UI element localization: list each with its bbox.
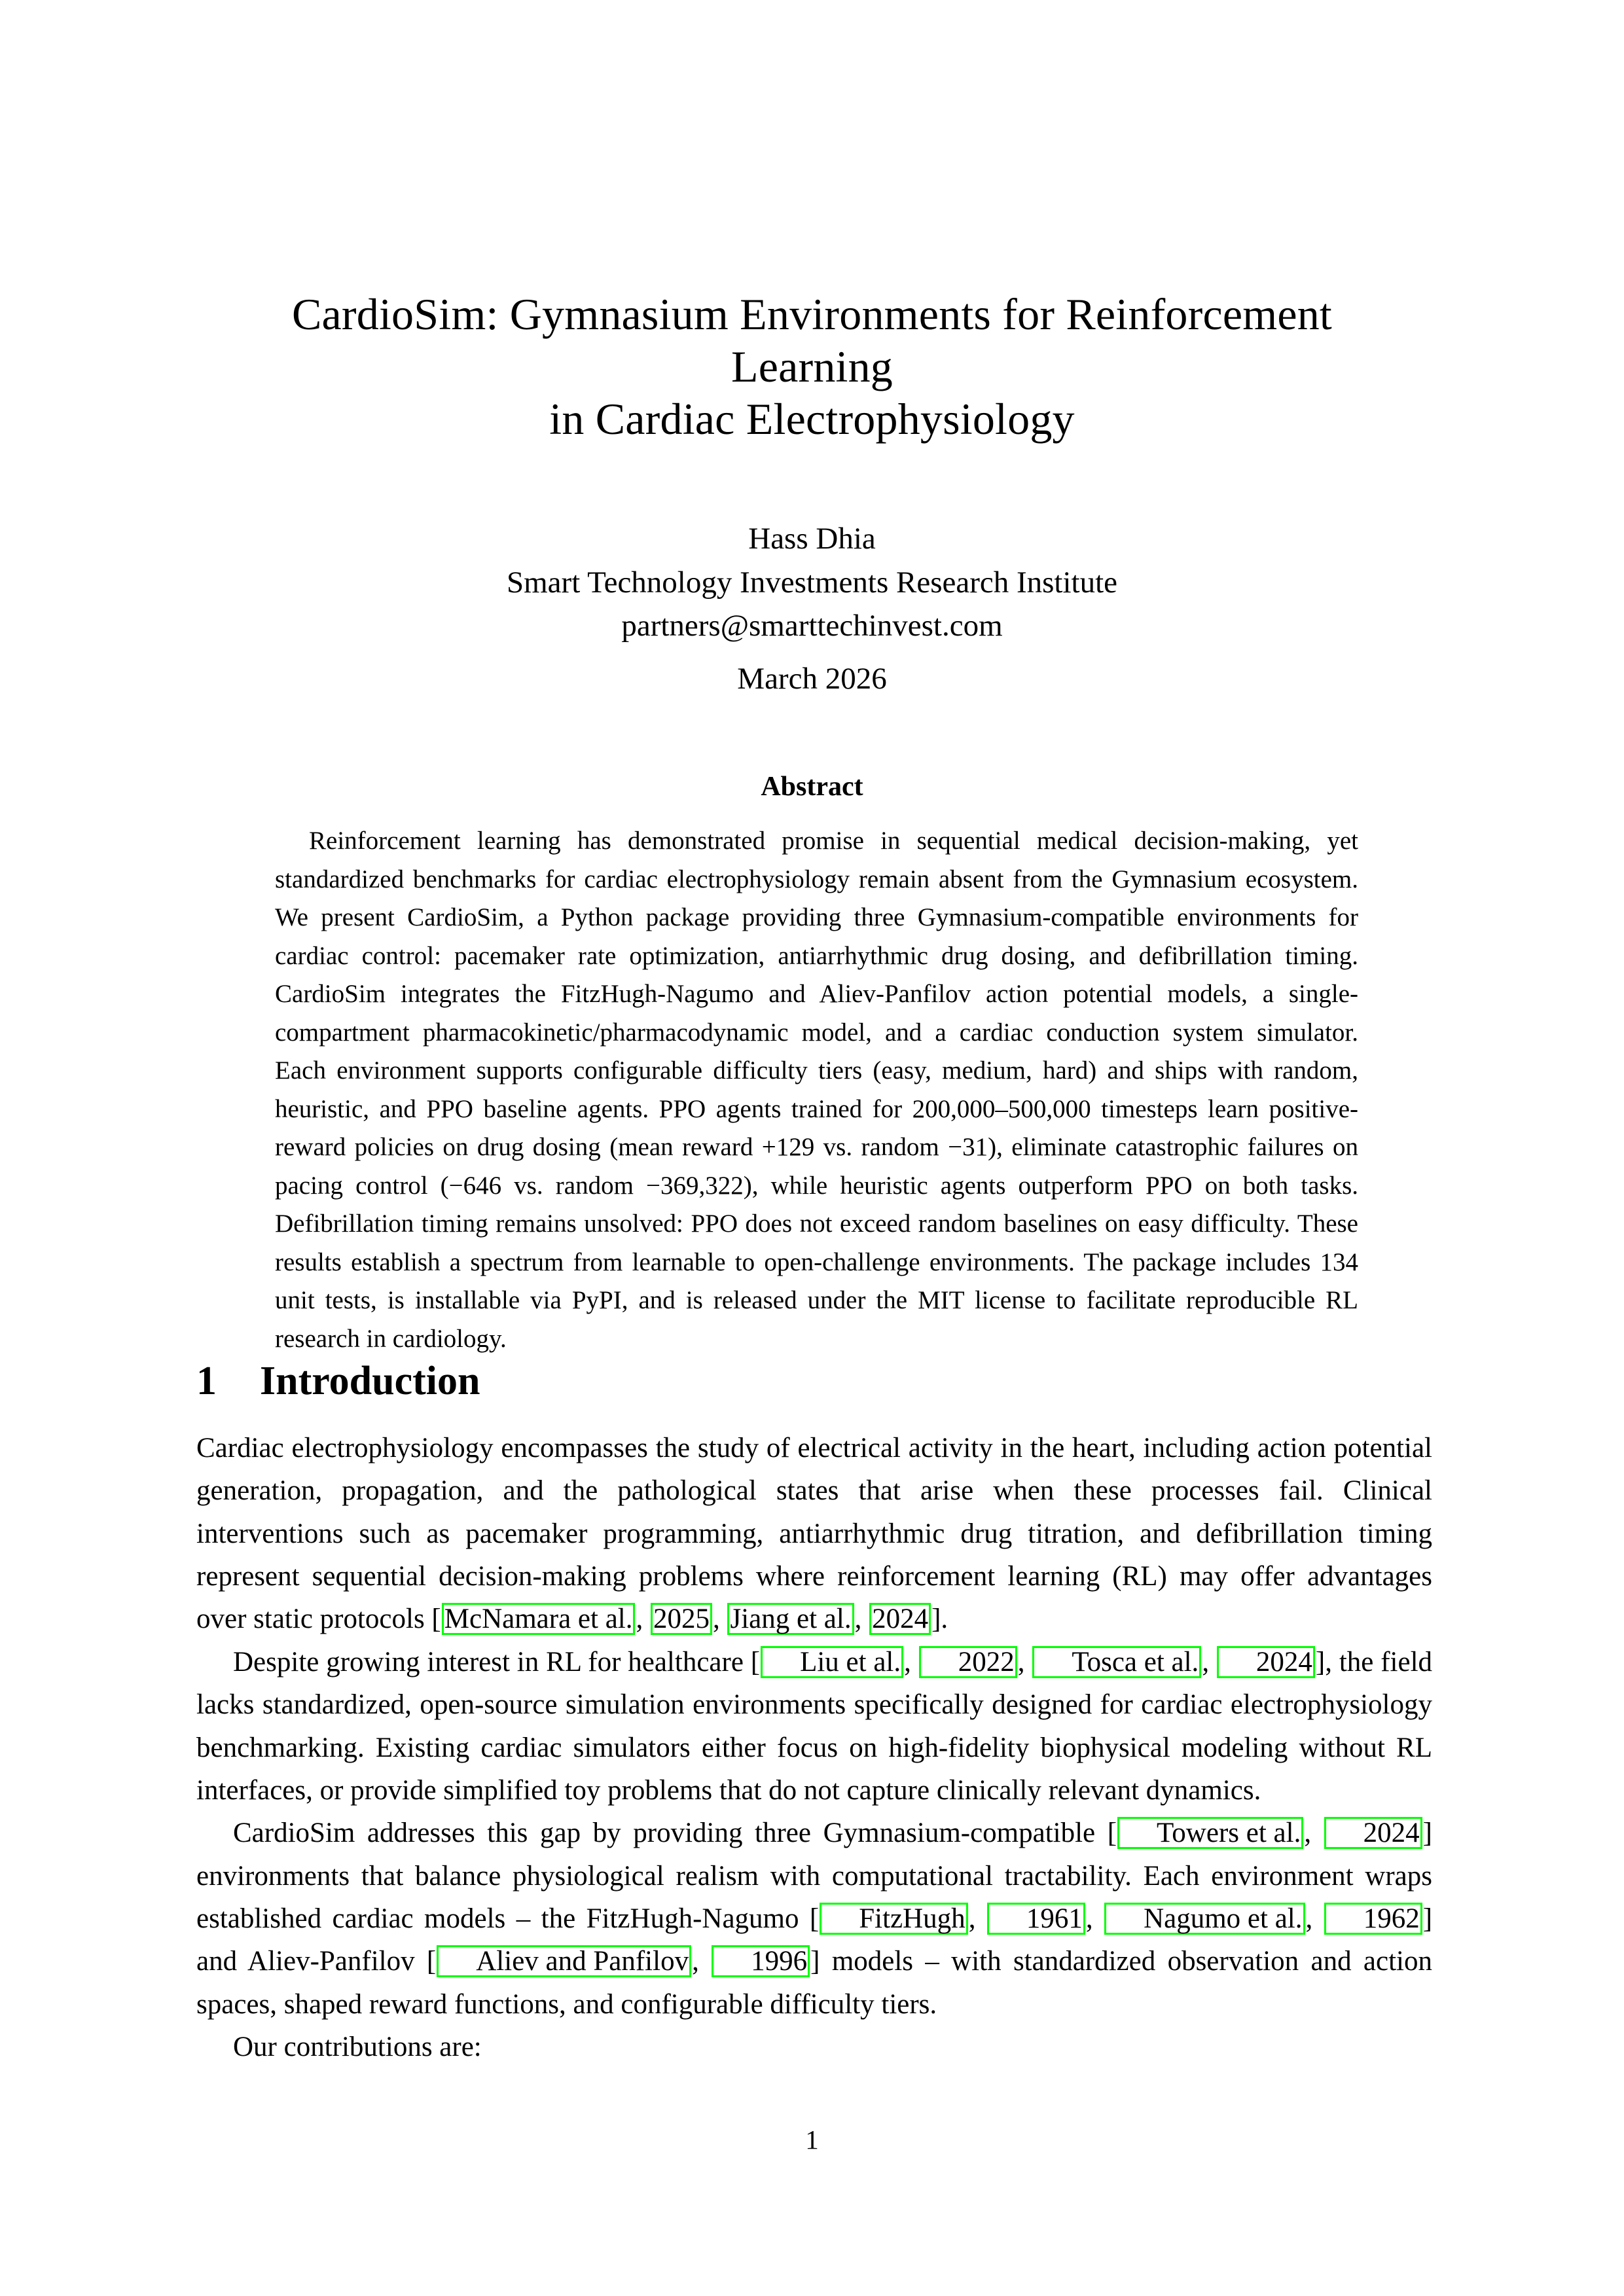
citation-separator: , [1085, 1903, 1104, 1934]
paragraph-intro-1 [196, 1427, 1432, 1641]
title-line-2: Learning [731, 342, 893, 392]
title-line-1: CardioSim: Gymnasium Environments for Reinforcement [291, 289, 1333, 339]
citation-nagumo-year[interactable]: 1962 [1324, 1903, 1422, 1935]
author-name: Hass Dhia [748, 522, 876, 556]
citation-fitzhugh-year[interactable]: 1961 [987, 1903, 1085, 1935]
citation-separator: , [854, 1604, 869, 1635]
citation-towers-year[interactable]: 2024 [1324, 1817, 1422, 1849]
paragraph-intro-4 [196, 2026, 1432, 2068]
author-email: partners@smarttechinvest.com [621, 609, 1003, 643]
paragraph-text: ] models – with standardized observation and action spaces, shaped reward functions, and configurable difficulty tiers. [196, 1946, 1432, 2020]
section-number: 1 [196, 1359, 217, 1403]
publication-date: March 2026 [737, 662, 887, 696]
citation-aliev-panfilov-author[interactable]: Aliev and Panfilov [437, 1945, 691, 1977]
citation-separator: , [968, 1903, 986, 1934]
page-number: 1 [805, 2125, 819, 2155]
paragraph-text: ] and Aliev-Panfilov [ [196, 1903, 1433, 1977]
paragraph-text: Our contributions are: [233, 2032, 482, 2063]
citation-separator: , [636, 1604, 650, 1635]
citation-liu-author[interactable]: Liu et al. [761, 1646, 903, 1678]
paragraph-intro-3 [196, 1812, 1432, 2026]
citation-separator: , [712, 1604, 727, 1635]
citation-separator: , [1202, 1646, 1216, 1677]
citation-jiang-year[interactable]: 2024 [869, 1603, 931, 1635]
paragraph-text: ] environments that balance physiological realism with computational tractability. Each environment wraps established cardiac models – the FitzHugh-Nagumo [ [196, 1818, 1432, 1934]
citation-fitzhugh-author[interactable]: FitzHugh [820, 1903, 967, 1935]
citation-liu-year[interactable]: 2022 [919, 1646, 1017, 1678]
author-block [196, 517, 1428, 648]
citation-tosca-year[interactable]: 2024 [1217, 1646, 1315, 1678]
author-affiliation: Smart Technology Investments Research Institute [506, 565, 1118, 600]
title-line-3: in Cardiac Electrophysiology [549, 394, 1075, 444]
citation-separator: , [1017, 1646, 1032, 1677]
section-title: Introduction [260, 1359, 480, 1403]
paragraph-text: ], the field lacks standardized, open-source simulation environments specifically designed for cardiac electrophysiology benchmarking. Existing cardiac simulators either focus on high-fidelity biophysical modeling without RL interfaces, or provide simplified toy problems that do not capture clinically relevant dynamics. [196, 1646, 1433, 1806]
title-block [196, 288, 1428, 446]
body-column [196, 1427, 1432, 2068]
citation-mcnamara-year[interactable]: 2025 [651, 1603, 712, 1635]
page-title [196, 288, 1428, 446]
section-heading-introduction [196, 1358, 480, 1405]
citation-jiang-author[interactable]: Jiang et al. [727, 1603, 854, 1635]
paragraph-text: ]. [931, 1604, 948, 1635]
citation-separator: , [904, 1646, 918, 1677]
citation-separator: , [1305, 1903, 1324, 1934]
citation-tosca-author[interactable]: Tosca et al. [1032, 1646, 1201, 1678]
citation-aliev-panfilov-year[interactable]: 1996 [712, 1945, 810, 1977]
citation-towers-author[interactable]: Towers et al. [1117, 1817, 1303, 1849]
abstract-heading: Abstract [761, 772, 863, 802]
paragraph-text: Despite growing interest in RL for healthcare [ [233, 1646, 761, 1677]
paragraph-text: CardioSim addresses this gap by providing three Gymnasium-compatible [ [233, 1818, 1117, 1849]
citation-mcnamara-author[interactable]: McNamara et al. [442, 1603, 636, 1635]
abstract-body: Reinforcement learning has demonstrated promise in sequential medical decision-making, yet standardized benchmarks for cardiac electrophysiology remain absent from the Gymnasium ecosystem. We present CardioSim, a Python package providing three Gymnasium-compatible environments for cardiac control: pacemaker rate optimization, antiarrhythmic drug dosing, and defibrillation timing. CardioSim integrates the FitzHugh-Nagumo and Aliev-Panfilov action potential models, a single-compartment pharmacokinetic/pharmacodynamic model, and a cardiac conduction system simulator. Each environment supports configurable difficulty tiers (easy, medium, hard) and ships with random, heuristic, and PPO baseline agents. PPO agents trained for 200,000–500,000 timesteps learn positive-reward policies on drug dosing (mean reward +129 vs. random −31), eliminate catastrophic failures on pacing control (−646 vs. random −369,322), while heuristic agents outperform PPO on both tasks. Defibrillation timing remains unsolved: PPO does not exceed random baselines on easy difficulty. These results establish a spectrum from learnable to open-challenge environments. The package includes 134 unit tests, is installable via PyPI, and is released under the MIT license to facilitate reproducible RL research in cardiology. [275, 827, 1358, 1353]
citation-nagumo-author[interactable]: Nagumo et al. [1104, 1903, 1305, 1935]
citation-separator: , [1304, 1818, 1324, 1849]
paragraph-intro-2 [196, 1641, 1432, 1812]
citation-separator: , [692, 1946, 712, 1977]
paragraph-text: Cardiac electrophysiology encompasses the study of electrical activity in the heart, including action potential generation, propagation, and the pathological states that arise when these processes fail. Clinical interventions such as pacemaker programming, antiarrhythmic drug titration, and defibrillation timing represent sequential decision-making problems where reinforcement learning (RL) may offer advantages over static protocols [ [196, 1433, 1432, 1635]
